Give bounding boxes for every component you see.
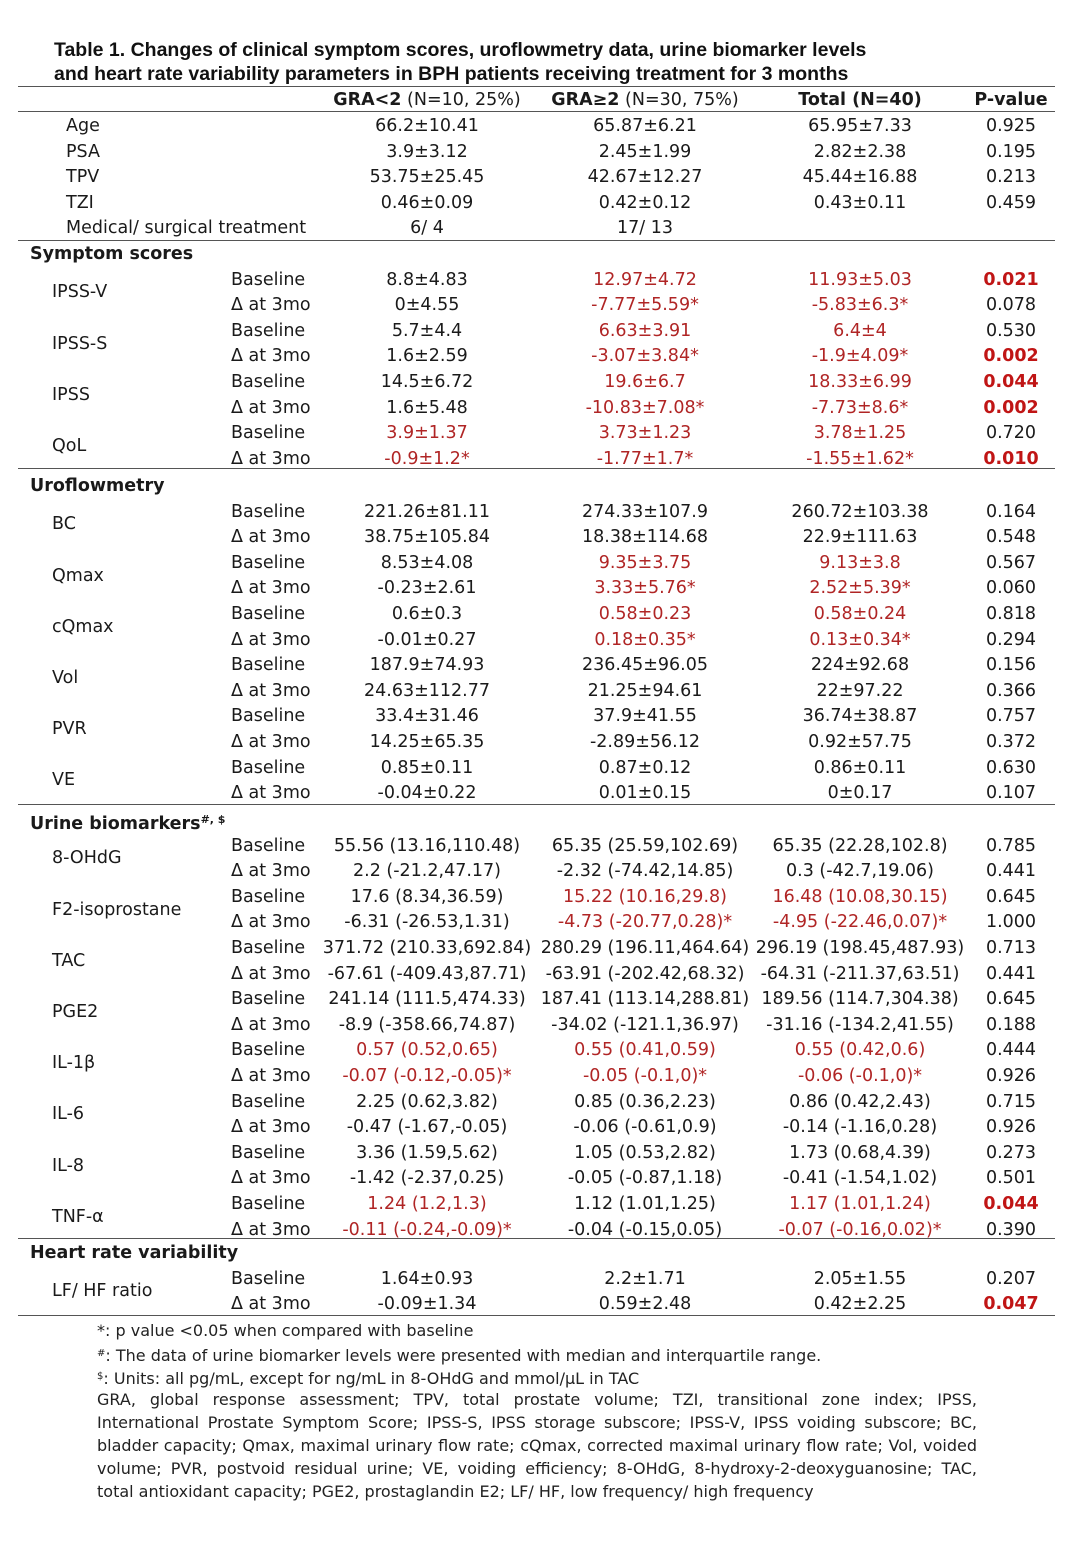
demographic-p-value: 0.459 [985, 192, 1037, 213]
parameter-label: Qmax [52, 565, 104, 586]
value-c1: -0.01±0.27 [377, 629, 477, 650]
section-heading: Uroflowmetry [30, 476, 165, 496]
value-c3: -4.95 (-22.46,0.07)* [772, 912, 948, 933]
value-c2: 6.63±3.91 [598, 320, 692, 341]
demographic-c1-value: 0.46±0.09 [380, 192, 474, 213]
parameter-label: F2-isoprostane [52, 899, 182, 920]
p-value: 0.530 [985, 320, 1037, 341]
value-c1: 8.8±4.83 [386, 269, 468, 290]
value-c2: -0.04 (-0.15,0.05) [567, 1219, 723, 1240]
row-type-label: Δ at 3mo [231, 912, 311, 933]
value-c1: -0.23±2.61 [377, 578, 477, 599]
p-value: 0.078 [985, 295, 1037, 316]
row-type-label: Δ at 3mo [231, 861, 311, 882]
row-type-label: Δ at 3mo [231, 1117, 311, 1138]
row-type-label: Baseline [231, 655, 306, 676]
column-header-pvalue: P-value [974, 90, 1048, 110]
value-c3: -31.16 (-134.2,41.55) [766, 1014, 954, 1035]
row-type-label: Δ at 3mo [231, 1219, 311, 1240]
p-value: 0.021 [983, 269, 1039, 290]
value-c3: 0.55 (0.42,0.6) [794, 1040, 926, 1061]
row-type-label: Δ at 3mo [231, 1294, 311, 1315]
value-c3: -0.14 (-1.16,0.28) [782, 1117, 938, 1138]
value-c3: 2.52±5.39* [809, 578, 911, 599]
row-type-label: Baseline [231, 835, 306, 856]
footnote [97, 1319, 977, 1342]
p-value: 0.630 [985, 757, 1037, 778]
value-c3: 0.92±57.75 [808, 732, 912, 752]
parameter-label: IL-8 [52, 1155, 85, 1176]
table-title [54, 38, 1014, 86]
parameter-label: 8-OHdG [52, 848, 122, 869]
header-rule [18, 111, 1055, 112]
value-c3: -7.73±8.6* [811, 397, 909, 418]
p-value: 0.567 [985, 552, 1037, 573]
value-c2: 1.12 (1.01,1.25) [574, 1194, 716, 1214]
column-header-total: Total (N=40) [798, 90, 922, 110]
value-c3: 224±92.68 [810, 655, 910, 676]
row-type-label: Δ at 3mo [231, 578, 311, 599]
value-c3: 0.86 (0.42,2.43) [789, 1091, 931, 1112]
footnote-text: *: p value <0.05 when compared with baseline [97, 1321, 474, 1340]
p-value: 0.645 [985, 886, 1037, 907]
parameter-label: TAC [52, 950, 86, 971]
value-c1: 0.85±0.11 [380, 757, 474, 778]
row-type-label: Δ at 3mo [231, 346, 311, 367]
value-c1: 17.6 (8.34,36.59) [350, 886, 504, 907]
value-c2: -2.32 (-74.42,14.85) [556, 861, 734, 882]
value-c1: 221.26±81.11 [364, 501, 490, 522]
demographic-label: TPV [66, 167, 100, 188]
row-type-label: Baseline [231, 1091, 306, 1112]
value-c2: 18.38±114.68 [582, 527, 708, 548]
value-c2: -1.77±1.7* [596, 448, 694, 469]
value-c2: 9.35±3.75 [598, 552, 692, 573]
value-c3: 296.19 (198.45,487.93) [755, 938, 965, 958]
demographic-label: Age [66, 116, 100, 136]
footnote-text: : The data of urine biomarker levels were presented with median and interquartile range. [105, 1346, 822, 1365]
demographic-c1-value: 53.75±25.45 [369, 167, 485, 188]
row-type-label: Baseline [231, 501, 306, 522]
value-c1: 3.36 (1.59,5.62) [356, 1142, 498, 1163]
value-c1: 38.75±105.84 [364, 527, 490, 548]
p-value: 0.294 [985, 629, 1037, 650]
value-c1: 2.2 (-21.2,47.17) [353, 861, 501, 882]
value-c3: -0.41 (-1.54,1.02) [782, 1168, 938, 1189]
value-c2: 0.87±0.12 [598, 757, 692, 778]
p-value: 0.107 [985, 783, 1037, 804]
value-c1: 2.25 (0.62,3.82) [356, 1091, 498, 1112]
value-c3: 0.13±0.34* [809, 629, 911, 650]
column-header-gra-lt2-n: (N=10, 25%) [407, 90, 521, 110]
p-value: 0.207 [985, 1268, 1037, 1289]
value-c3: 65.35 (22.28,102.8) [772, 835, 948, 856]
value-c2: -7.77±5.59* [591, 295, 699, 316]
row-type-label: Δ at 3mo [231, 527, 311, 548]
value-c3: 11.93±5.03 [808, 269, 912, 290]
p-value: 0.441 [985, 861, 1037, 882]
footnote-mark: $ [97, 1371, 104, 1382]
value-c2: -2.89±56.12 [589, 732, 701, 752]
section-rule [18, 1238, 1055, 1239]
value-c2: 0.01±0.15 [598, 783, 692, 804]
demographic-c3-value: 65.95±7.33 [808, 116, 912, 136]
value-c3: 1.73 (0.68,4.39) [789, 1142, 931, 1163]
footnote [97, 1342, 977, 1367]
value-c3: -0.06 (-0.1,0)* [797, 1066, 923, 1086]
row-type-label: Baseline [231, 989, 306, 1010]
value-c3: 0±0.17 [827, 783, 893, 804]
row-type-label: Δ at 3mo [231, 448, 311, 469]
value-c1: -0.07 (-0.12,-0.05)* [342, 1066, 512, 1086]
value-c3: 3.78±1.25 [813, 423, 907, 444]
value-c2: -10.83±7.08* [585, 397, 705, 418]
value-c1: 8.53±4.08 [380, 552, 474, 573]
value-c2: 1.05 (0.53,2.82) [574, 1142, 716, 1163]
value-c2: 65.35 (25.59,102.69) [551, 835, 739, 856]
section-heading: Symptom scores [30, 244, 194, 264]
p-value: 0.548 [985, 527, 1037, 548]
row-type-label: Δ at 3mo [231, 680, 311, 701]
p-value: 0.188 [985, 1014, 1037, 1035]
p-value: 0.926 [985, 1117, 1037, 1138]
value-c2: 0.55 (0.41,0.59) [574, 1040, 716, 1061]
value-c3: 0.86±0.11 [813, 757, 907, 778]
section-heading: Urine biomarkers [30, 814, 201, 834]
value-c2: -4.73 (-20.77,0.28)* [557, 912, 733, 933]
demographic-label: TZI [66, 192, 94, 213]
demographic-c1-value: 66.2±10.41 [375, 116, 479, 136]
value-c3: 1.17 (1.01,1.24) [789, 1194, 931, 1214]
column-header-gra-ge2-name: GRA≥2 [551, 90, 620, 110]
demographic-p-value: 0.213 [985, 167, 1037, 188]
value-c2: -63.91 (-202.42,68.32) [545, 963, 745, 984]
demographic-c2-value: 17/ 13 [617, 218, 673, 239]
value-c2: -0.05 (-0.1,0)* [582, 1066, 708, 1086]
value-c1: -0.47 (-1.67,-0.05) [346, 1117, 508, 1138]
demographic-c1-value: 3.9±3.12 [386, 141, 468, 162]
parameter-label: IPSS-S [52, 333, 108, 354]
row-type-label: Baseline [231, 886, 306, 907]
value-c2: -34.02 (-121.1,36.97) [551, 1014, 739, 1035]
row-type-label: Baseline [231, 320, 306, 341]
row-type-label: Δ at 3mo [231, 397, 311, 418]
row-type-label: Baseline [231, 1040, 306, 1061]
value-c2: 274.33±107.9 [582, 501, 708, 522]
value-c1: -6.31 (-26.53,1.31) [344, 912, 510, 933]
value-c2: 2.2±1.71 [604, 1268, 686, 1289]
row-type-label: Δ at 3mo [231, 732, 311, 752]
column-header-gra-ge2-n: (N=30, 75%) [625, 90, 739, 110]
value-c1: 1.64±0.93 [380, 1268, 474, 1289]
value-c2: 280.29 (196.11,464.64) [540, 938, 750, 958]
value-c2: 15.22 (10.16,29.8) [563, 886, 727, 907]
section-heading: Heart rate variability [30, 1243, 239, 1263]
section-rule [18, 468, 1055, 469]
value-c2: 0.58±0.23 [598, 604, 692, 624]
value-c1: 1.24 (1.2,1.3) [367, 1194, 487, 1214]
p-value: 0.785 [985, 835, 1037, 856]
p-value: 0.720 [985, 423, 1037, 444]
p-value: 0.501 [985, 1168, 1037, 1189]
row-type-label: Δ at 3mo [231, 1168, 311, 1189]
value-c3: 2.05±1.55 [813, 1268, 907, 1289]
p-value: 0.273 [985, 1142, 1037, 1163]
parameter-label: IL-1β [52, 1053, 96, 1074]
parameter-label: PVR [52, 719, 87, 740]
value-c1: 0.6±0.3 [391, 604, 463, 624]
value-c1: 187.9±74.93 [369, 655, 485, 676]
value-c1: -8.9 (-358.66,74.87) [338, 1014, 516, 1035]
table-title-line-1: Table 1. Changes of clinical symptom scores, uroflowmetry data, urine biomarker levels [54, 39, 867, 61]
row-type-label: Δ at 3mo [231, 1014, 311, 1035]
column-header-gra-lt2 [333, 90, 521, 110]
table-title-line-2: and heart rate variability parameters in BPH patients receiving treatment for 3 months [54, 63, 849, 85]
value-c2: -3.07±3.84* [591, 346, 699, 367]
value-c1: -67.61 (-409.43,87.71) [327, 963, 527, 984]
parameter-label: BC [52, 514, 76, 535]
row-type-label: Baseline [231, 706, 306, 727]
value-c1: 24.63±112.77 [364, 680, 490, 701]
value-c2: -0.05 (-0.87,1.18) [567, 1168, 723, 1189]
demographic-c3-value: 2.82±2.38 [813, 141, 907, 162]
row-type-label: Δ at 3mo [231, 963, 311, 984]
row-type-label: Baseline [231, 1194, 306, 1214]
p-value: 0.044 [983, 1194, 1039, 1214]
demographic-c2-value: 2.45±1.99 [598, 141, 692, 162]
value-c3: 189.56 (114.7,304.38) [761, 989, 959, 1010]
footnote-text: : Units: all pg/mL, except for ng/mL in 8-OHdG and mmol/μL in TAC [103, 1369, 640, 1388]
value-c3: 36.74±38.87 [802, 706, 918, 727]
p-value: 0.047 [983, 1294, 1039, 1315]
demographic-c2-value: 65.87±6.21 [593, 116, 697, 136]
value-c3: 260.72±103.38 [791, 501, 929, 522]
footnote-mark: # [97, 1348, 106, 1359]
value-c3: -5.83±6.3* [811, 295, 909, 316]
value-c1: 3.9±1.37 [386, 423, 468, 444]
value-c1: 1.6±2.59 [386, 346, 468, 367]
demographic-c2-value: 0.42±0.12 [598, 192, 692, 213]
parameter-label: LF/ HF ratio [52, 1281, 153, 1302]
value-c3: 6.4±4 [833, 320, 887, 341]
value-c1: 241.14 (111.5,474.33) [328, 989, 526, 1010]
section-rule [18, 240, 1055, 241]
p-value: 0.156 [985, 655, 1037, 676]
abbreviations-legend: GRA, global response assessment; TPV, total prostate volume; TZI, transitional zone index; IPSS, International Prostate Symptom Score; IPSS-S, IPSS storage subscore; IPSS-V, IPSS voiding subscore; BC, bladder capacity; Qmax, maximal urinary flow rate; cQmax, corrected maximal urinary flow rate; Vol, voided volume; PVR, postvoid residual urine; VE, voiding efficiency; 8-OHdG, 8-hydroxy-2-deoxyguanosine; TAC, total antioxidant capacity; PGE2, prostaglandin E2; LF/ HF, low frequency/ high frequency [97, 1390, 977, 1501]
demographic-label: PSA [66, 141, 100, 162]
row-type-label: Baseline [231, 372, 306, 392]
parameter-label: PGE2 [52, 1002, 99, 1022]
p-value: 0.390 [985, 1219, 1037, 1240]
section-rule [18, 804, 1055, 805]
value-c2: 0.59±2.48 [598, 1294, 692, 1315]
footnote [97, 1365, 977, 1390]
p-value: 0.757 [985, 706, 1037, 727]
value-c2: 0.18±0.35* [594, 629, 696, 650]
row-type-label: Δ at 3mo [231, 1066, 311, 1086]
value-c3: 22±97.22 [816, 680, 904, 701]
p-value: 1.000 [985, 912, 1037, 933]
value-c1: 371.72 (210.33,692.84) [322, 938, 532, 958]
value-c2: 12.97±4.72 [593, 269, 697, 290]
p-value: 0.926 [985, 1066, 1037, 1086]
value-c2: 187.41 (113.14,288.81) [540, 989, 750, 1010]
p-value: 0.713 [985, 938, 1037, 958]
value-c1: -0.09±1.34 [377, 1294, 477, 1315]
column-header-gra-ge2 [551, 90, 739, 110]
p-value: 0.372 [985, 732, 1037, 752]
row-type-label: Δ at 3mo [231, 783, 311, 804]
demographic-p-value: 0.925 [985, 116, 1037, 136]
row-type-label: Baseline [231, 269, 306, 290]
table-bottom-rule [18, 1315, 1055, 1316]
p-value: 0.164 [985, 501, 1037, 522]
demographic-c3-value: 0.43±0.11 [813, 192, 907, 213]
p-value: 0.060 [985, 578, 1037, 599]
table-top-rule [18, 86, 1055, 87]
value-c1: -1.42 (-2.37,0.25) [349, 1168, 505, 1189]
value-c1: -0.04±0.22 [377, 783, 477, 804]
value-c1: 0±4.55 [394, 295, 460, 316]
row-type-label: Baseline [231, 423, 306, 444]
value-c1: 33.4±31.46 [375, 706, 479, 727]
value-c3: -0.07 (-0.16,0.02)* [778, 1219, 942, 1240]
demographic-c2-value: 42.67±12.27 [587, 167, 703, 188]
demographic-label: Medical/ surgical treatment [66, 218, 307, 239]
demographic-p-value: 0.195 [985, 141, 1037, 162]
value-c1: 14.5±6.72 [380, 372, 474, 392]
value-c3: 18.33±6.99 [808, 372, 912, 392]
p-value: 0.715 [985, 1091, 1037, 1112]
value-c3: -1.9±4.09* [811, 346, 909, 367]
column-header-gra-lt2-name: GRA<2 [333, 90, 402, 110]
value-c1: -0.11 (-0.24,-0.09)* [342, 1219, 512, 1240]
value-c1: 55.56 (13.16,110.48) [333, 835, 521, 856]
value-c2: 37.9±41.55 [593, 706, 697, 727]
value-c3: -1.55±1.62* [806, 448, 914, 469]
row-type-label: Baseline [231, 1142, 306, 1163]
row-type-label: Baseline [231, 757, 306, 778]
demographic-c1-value: 6/ 4 [410, 218, 444, 239]
value-c2: -0.06 (-0.61,0.9) [573, 1117, 717, 1138]
value-c1: 0.57 (0.52,0.65) [356, 1040, 498, 1061]
value-c2: 21.25±94.61 [587, 680, 703, 701]
value-c1: 14.25±65.35 [369, 732, 485, 752]
parameter-label: TNF-α [52, 1206, 104, 1227]
value-c3: 0.3 (-42.7,19.06) [786, 861, 934, 882]
demographic-c3-value: 45.44±16.88 [802, 167, 918, 188]
value-c3: 16.48 (10.08,30.15) [772, 886, 948, 907]
section-heading-footnote-marks: #, $ [200, 813, 226, 826]
value-c1: -0.9±1.2* [384, 448, 470, 469]
p-value: 0.366 [985, 680, 1037, 701]
row-type-label: Baseline [231, 938, 306, 958]
section-heading-with-marks [30, 810, 225, 834]
parameter-label: IPSS [52, 384, 90, 405]
parameter-label: cQmax [52, 616, 114, 637]
value-c3: 22.9±111.63 [802, 527, 918, 548]
p-value: 0.010 [983, 448, 1039, 469]
value-c3: 0.42±2.25 [813, 1294, 907, 1315]
parameter-label: VE [52, 770, 76, 791]
value-c1: 5.7±4.4 [391, 320, 463, 341]
p-value: 0.818 [985, 604, 1037, 624]
p-value: 0.002 [983, 346, 1039, 367]
value-c3: 0.58±0.24 [813, 604, 907, 624]
value-c1: 1.6±5.48 [386, 397, 468, 418]
parameter-label: Vol [52, 668, 79, 688]
row-type-label: Δ at 3mo [231, 295, 311, 316]
row-type-label: Δ at 3mo [231, 629, 311, 650]
value-c2: 19.6±6.7 [604, 372, 686, 392]
value-c2: 3.33±5.76* [594, 578, 696, 599]
parameter-label: IPSS-V [52, 282, 108, 303]
p-value: 0.645 [985, 989, 1037, 1010]
row-type-label: Baseline [231, 552, 306, 573]
value-c2: 236.45±96.05 [582, 655, 708, 676]
parameter-label: QoL [52, 436, 87, 456]
p-value: 0.002 [983, 397, 1039, 418]
p-value: 0.044 [983, 372, 1039, 392]
value-c3: 9.13±3.8 [819, 552, 901, 573]
p-value: 0.444 [985, 1040, 1037, 1061]
value-c2: 3.73±1.23 [598, 423, 692, 444]
value-c3: -64.31 (-211.37,63.51) [760, 963, 960, 984]
value-c2: 0.85 (0.36,2.23) [574, 1091, 716, 1112]
parameter-label: IL-6 [52, 1104, 85, 1125]
row-type-label: Baseline [231, 1268, 306, 1289]
row-type-label: Baseline [231, 604, 306, 624]
p-value: 0.441 [985, 963, 1037, 984]
